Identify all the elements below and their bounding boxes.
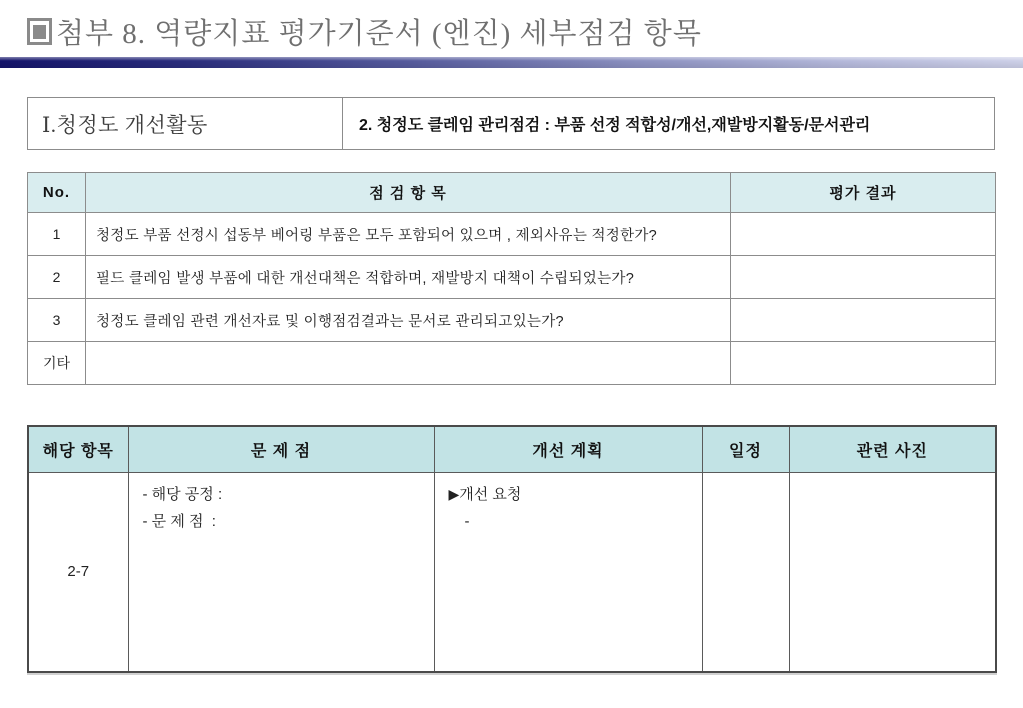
row-number: 2 xyxy=(28,256,86,299)
plan-line-1 xyxy=(449,481,696,508)
improvement-header-row xyxy=(28,426,996,472)
table-row xyxy=(28,299,996,342)
table-row xyxy=(28,98,995,150)
column-header-item: 점 검 항 목 xyxy=(86,173,731,213)
check-item-text: 필드 클레임 발생 부품에 대한 개선대책은 적합하며, 재발방지 대책이 수립되었는가? xyxy=(86,256,731,299)
slide-title-row xyxy=(27,11,702,52)
page-title: 첨부 8. 역량지표 평가기준서 (엔진) 세부점검 항목 xyxy=(56,18,702,50)
column-header-no: No. xyxy=(28,173,86,213)
square-bullet-icon xyxy=(27,18,52,45)
check-item-text: 청정도 부품 선정시 섭동부 베어링 부품은 모두 포함되어 있으며 , 제외사유는 적정한가? xyxy=(86,213,731,256)
improvement-table xyxy=(27,425,997,673)
problem-line-2: - 문 제 점 : xyxy=(142,512,216,530)
checklist-header-row xyxy=(28,173,996,213)
row-number: 1 xyxy=(28,213,86,256)
result-cell xyxy=(731,299,996,342)
gradient-divider-bar xyxy=(0,57,1023,68)
plan-line-2: - xyxy=(464,512,470,530)
schedule-cell xyxy=(702,472,789,672)
problem-cell xyxy=(128,472,434,672)
column-header-plan: 개선 계획 xyxy=(434,426,702,472)
column-header-schedule: 일정 xyxy=(702,426,789,472)
result-cell xyxy=(731,256,996,299)
section-info-table xyxy=(27,97,995,150)
table-row xyxy=(28,213,996,256)
section-category-cell: Ⅰ.청정도 개선활동 xyxy=(28,98,343,150)
check-item-text xyxy=(86,342,731,385)
table-row xyxy=(28,342,996,385)
result-cell xyxy=(731,342,996,385)
result-cell xyxy=(731,213,996,256)
table-row xyxy=(28,256,996,299)
plan-cell xyxy=(434,472,702,672)
target-item-number: 2-7 xyxy=(28,472,128,672)
photo-cell xyxy=(789,472,996,672)
column-header-problem: 문 제 점 xyxy=(128,426,434,472)
problem-line-1: - 해당 공정 : xyxy=(142,485,223,503)
checklist-table xyxy=(27,172,996,385)
check-item-text: 청정도 클레임 관련 개선자료 및 이행점검결과는 문서로 관리되고있는가? xyxy=(86,299,731,342)
column-header-target-item: 해당 항목 xyxy=(28,426,128,472)
column-header-photo: 관련 사진 xyxy=(789,426,996,472)
table-row xyxy=(28,472,996,672)
row-number: 기타 xyxy=(28,342,86,385)
right-triangle-icon: ▶ xyxy=(448,485,460,502)
plan-line-1-text: 개선 요청 xyxy=(459,485,522,503)
section-description-cell: 2. 청정도 클레임 관리점검 : 부품 선정 적합성/개선,재발방지활동/문서관리 xyxy=(343,98,995,150)
column-header-result: 평가 결과 xyxy=(731,173,996,213)
row-number: 3 xyxy=(28,299,86,342)
